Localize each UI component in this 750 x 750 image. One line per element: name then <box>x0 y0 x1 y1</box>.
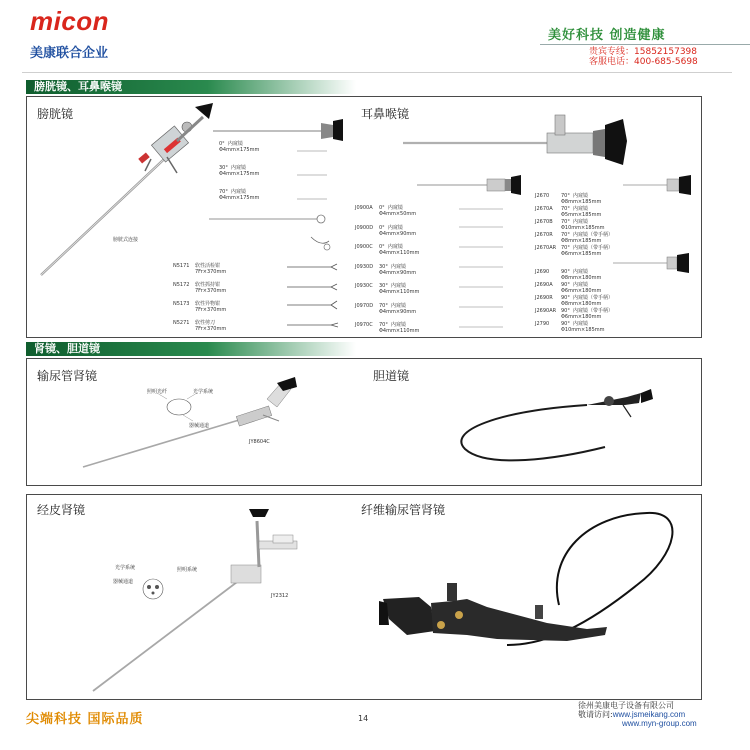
list-item <box>535 308 655 321</box>
company-name: 徐州美康电子设备有限公司 <box>578 701 674 710</box>
section-box-ureteroscope <box>26 358 702 486</box>
hotline-number: 15852157398 <box>634 47 698 57</box>
item-code: J0930D <box>355 263 374 270</box>
section-box-nephroscope <box>26 494 702 700</box>
spec-item: 70° 内窥镜 Φ4mm×175mm <box>219 189 260 201</box>
item-code: N5172 <box>173 282 190 288</box>
item-code: J2670B <box>535 219 553 225</box>
header-divider <box>540 44 750 45</box>
list-item <box>535 206 655 219</box>
list-item <box>355 283 459 303</box>
item-code: J0900C <box>355 244 373 250</box>
list-item <box>535 295 655 308</box>
list-item <box>535 245 655 269</box>
spec-item: 0° 内窥镜 Φ4mm×175mm <box>219 141 260 153</box>
item-desc: 软性活检钳 7Fr×370mm <box>195 263 227 275</box>
list-item <box>173 282 283 301</box>
item-code: J0970C <box>355 322 373 328</box>
item-code: J2670A <box>535 206 553 212</box>
list-item <box>173 263 283 282</box>
item-code: J0900D <box>355 224 374 231</box>
header-contact <box>589 47 698 67</box>
list-item <box>173 301 283 320</box>
ent-scope-title: 耳鼻喉镜 <box>361 107 410 121</box>
item-code: J2690 <box>535 269 550 275</box>
footer-slogan: 尖端科技 国际品质 <box>26 712 144 727</box>
header-slogan: 美好科技 创造健康 <box>548 28 666 43</box>
item-desc: 软性异物钳 7Fr×370mm <box>195 301 227 313</box>
list-item <box>173 320 283 339</box>
box3-illustrations <box>27 495 703 701</box>
cystoscope-caption: 膀胱式连接 <box>113 237 139 243</box>
telescope-spec-list <box>219 141 299 213</box>
part-label: 光学系统 <box>115 565 136 571</box>
part-label: 照明光纤 <box>147 389 168 395</box>
item-desc: 90° 内窥镜 Φ8mm×180mm <box>561 269 602 281</box>
ent-right-spec-list <box>535 193 655 334</box>
fiber-ureteroscope-image <box>379 513 672 645</box>
item-code: J0930C <box>355 283 373 289</box>
item-desc: 70° 内窥镜 Φ4mm×90mm <box>379 302 417 315</box>
part-label: 器械通道 <box>113 579 134 585</box>
pcnl-scope-title: 经皮肾镜 <box>37 503 86 517</box>
item-code: J2690R <box>535 295 553 301</box>
item-desc: 90° 内窥镜（带手柄） Φ6mm×180mm <box>561 308 614 320</box>
list-item <box>535 193 655 206</box>
section-bar-kidney-bile <box>26 342 356 356</box>
list-item <box>355 322 459 342</box>
part-label: 照明系统 <box>177 567 198 573</box>
item-code: J2670R <box>535 232 553 238</box>
ent-mid-spec-list <box>355 205 459 342</box>
part-label: 器械通道 <box>189 423 210 429</box>
item-code: N5173 <box>173 301 190 307</box>
item-code: J2790 <box>535 321 550 327</box>
spec-item: 30° 内窥镜 Φ4mm×175mm <box>219 165 260 177</box>
footer-company-block: 徐州美康电子设备有限公司 敬请访问:www.jsmeikang.com www.myn-group.com <box>578 701 697 728</box>
item-code: J2690A <box>535 282 553 288</box>
item-desc: 0° 内窥镜 Φ4mm×110mm <box>379 244 420 256</box>
ureteroscope-title: 输尿管肾镜 <box>37 369 98 383</box>
item-desc: 70° 内窥镜 Φ4mm×110mm <box>379 322 420 334</box>
model-number: JY2312 <box>271 593 289 599</box>
item-desc: 70° 内窥镜（带手柄） Φ6mm×185mm <box>561 245 614 257</box>
item-code: J2690AR <box>535 308 557 314</box>
item-code: N5171 <box>173 263 190 269</box>
cystoscope-title: 膀胱镜 <box>37 107 74 121</box>
website-link-1[interactable]: www.jsmeikang.com <box>612 710 686 719</box>
item-code: N5271 <box>173 320 190 326</box>
pcnl-nephroscope-image <box>93 509 297 691</box>
section-box-bladder-ent <box>26 96 702 338</box>
hotline-label: 贵宾专线： <box>589 47 635 57</box>
list-item <box>535 282 655 295</box>
ureteroscope-image <box>83 377 297 467</box>
item-code: J0970D <box>355 302 374 309</box>
item-desc: 90° 内窥镜（带手柄） Φ8mm×180mm <box>561 295 614 307</box>
item-desc: 90° 内窥镜 Φ10mm×185mm <box>561 321 605 333</box>
model-number: JY8604C <box>249 439 270 445</box>
list-item <box>355 225 459 245</box>
box2-illustrations <box>27 359 703 487</box>
instrument-list <box>173 263 283 339</box>
section-bar-bladder-ent <box>26 80 356 94</box>
service-label: 客服电话： <box>589 57 635 67</box>
item-desc: 90° 内窥镜 Φ6mm×180mm <box>561 282 602 294</box>
ent-large-scope-image <box>403 115 627 165</box>
website-link-2[interactable]: www.myn-group.com <box>622 719 697 728</box>
section-title: 肾镜、胆道镜 <box>34 342 100 355</box>
choledochoscope-image <box>461 389 653 460</box>
service-number: 400-685-5698 <box>634 57 698 67</box>
brand-logo-chinese: 美康联合企业 <box>30 46 109 61</box>
page-number: 14 <box>358 714 369 723</box>
flexible-forceps <box>287 264 338 327</box>
list-item <box>535 219 655 232</box>
list-item <box>535 269 655 282</box>
brand-logo-wordmark: micon <box>30 6 110 36</box>
list-item <box>535 232 655 245</box>
list-item <box>355 264 459 284</box>
item-desc: 0° 内窥镜 Φ4mm×90mm <box>379 224 417 237</box>
item-desc: 30° 内窥镜 Φ4mm×90mm <box>379 263 417 276</box>
list-item <box>535 321 655 334</box>
item-desc: 70° 内窥镜 Φ5mm×185mm <box>561 206 602 218</box>
item-desc: 70° 内窥镜 Φ10mm×185mm <box>561 219 605 231</box>
item-desc: 软性剪刀 7Fr×370mm <box>195 320 227 332</box>
list-item <box>355 205 459 225</box>
item-code: J0900A <box>355 205 373 211</box>
item-desc: 30° 内窥镜 Φ4mm×110mm <box>379 283 420 295</box>
part-label: 光学系统 <box>193 389 214 395</box>
item-desc: 70° 内窥镜 Φ8mm×185mm <box>561 193 602 205</box>
item-desc: 软性抓持钳 7Fr×370mm <box>195 282 227 294</box>
list-item <box>355 244 459 264</box>
choledochoscope-title: 胆道镜 <box>373 369 410 383</box>
list-item <box>355 303 459 323</box>
item-desc: 0° 内窥镜 Φ4mm×50mm <box>379 205 417 217</box>
item-code: J2670 <box>535 193 550 199</box>
item-desc: 70° 内窥镜（带手柄） Φ8mm×185mm <box>561 232 614 244</box>
header-rule <box>22 72 732 73</box>
section-title: 膀胱镜、耳鼻喉镜 <box>34 80 122 93</box>
visit-label: 敬请访问 <box>578 710 610 719</box>
item-code: J2670AR <box>535 245 557 251</box>
cystoscope-image <box>41 103 213 275</box>
fiber-ureteroscope-title: 纤维输尿管肾镜 <box>361 503 446 517</box>
